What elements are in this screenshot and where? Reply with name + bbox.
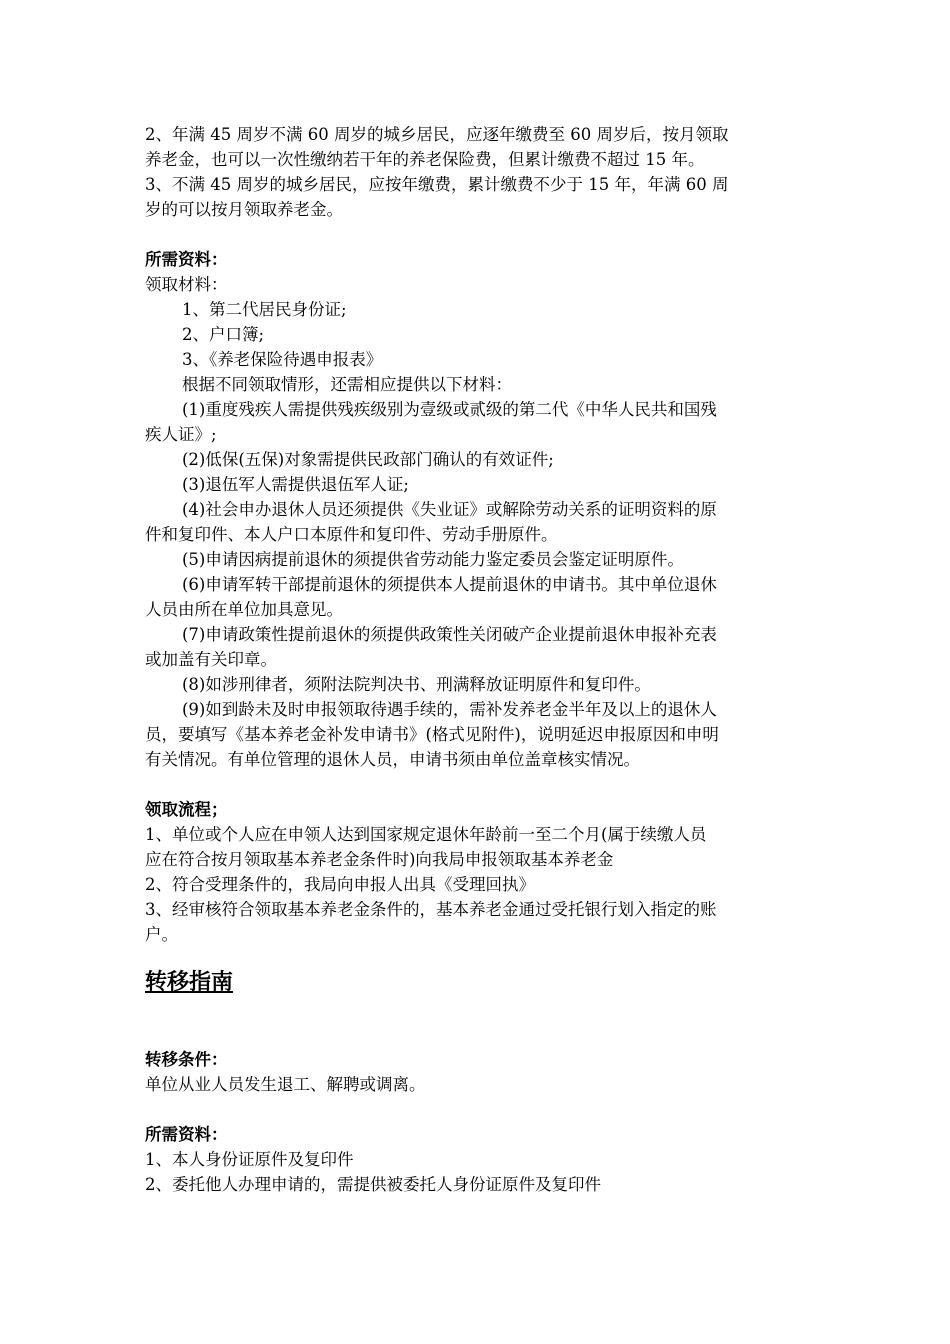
materials-section [145, 247, 810, 772]
process-step-3-line-2: 户。 [145, 925, 178, 944]
eligibility-item-3-line-2: 岁的可以按月领取养老金。 [145, 200, 343, 219]
eligibility-item-2-line-2: 养老金，也可以一次性缴纳若干年的养老保险费，但累计缴费不超过 15 年。 [145, 150, 705, 169]
materials-extra-intro: 根据不同领取情形，还需相应提供以下材料： [182, 375, 512, 394]
condition-8: (8)如涉刑律者，须附法院判决书、刑满释放证明原件和复印件。 [182, 675, 651, 694]
process-step-3-line-1: 3、经审核符合领取基本养老金条件的，基本养老金通过受托银行划入指定的账 [145, 900, 717, 919]
condition-7-line-2: 或加盖有关印章。 [145, 650, 277, 669]
condition-5: (5)申请因病提前退休的须提供省劳动能力鉴定委员会鉴定证明原件。 [182, 550, 684, 569]
condition-3: (3)退伍军人需提供退伍军人证; [182, 475, 409, 494]
eligibility-item-2-line-1: 2、年满 45 周岁不满 60 周岁的城乡居民，应逐年缴费至 60 周岁后，按月领取 [145, 125, 729, 144]
process-heading: 领取流程； [145, 800, 228, 819]
material-item-1: 1、第二代居民身份证; [182, 300, 347, 319]
transfer-material-1: 1、本人身份证原件及复印件 [145, 1150, 354, 1169]
document-page [145, 122, 810, 1197]
eligibility-section [145, 122, 810, 222]
condition-4-line-1: (4)社会申办退休人员还须提供《失业证》或解除劳动关系的证明资料的原 [182, 500, 717, 519]
process-step-1-line-2: 应在符合按月领取基本养老金条件时)向我局申报领取基本养老金 [145, 850, 614, 869]
materials-subheading: 领取材料： [145, 275, 228, 294]
condition-4-line-2: 件和复印件、本人户口本原件和复印件、劳动手册原件。 [145, 525, 558, 544]
eligibility-item-3-line-1: 3、不满 45 周岁的城乡居民，应按年缴费，累计缴费不少于 15 年，年满 60 周 [145, 175, 729, 194]
condition-9-line-2: 员，要填写《基本养老金补发申请书》(格式见附件)，说明延迟申报原因和申明 [145, 725, 719, 744]
process-section [145, 797, 810, 947]
condition-6-line-2: 人员由所在单位加具意见。 [145, 600, 343, 619]
material-item-3: 3、《养老保险待遇申报表》 [182, 350, 383, 369]
condition-9-line-3: 有关情况。有单位管理的退休人员，申请书须由单位盖章核实情况。 [145, 750, 640, 769]
condition-1-line-1: (1)重度残疾人需提供残疾级别为壹级或贰级的第二代《中华人民共和国残 [182, 400, 717, 419]
transfer-title: 转移指南 [145, 969, 234, 995]
transfer-materials-heading: 所需资料： [145, 1125, 228, 1144]
transfer-conditions-heading: 转移条件： [145, 1050, 228, 1069]
transfer-conditions-text: 单位从业人员发生退工、解聘或调离。 [145, 1075, 426, 1094]
condition-9-line-1: (9)如到龄未及时申报领取待遇手续的，需补发养老金半年及以上的退休人 [182, 700, 717, 719]
process-step-1-line-1: 1、单位或个人应在申领人达到国家规定退休年龄前一至二个月(属于续缴人员 [145, 825, 707, 844]
process-step-2: 2、符合受理条件的，我局向申报人出具《受理回执》 [145, 875, 535, 894]
material-item-2: 2、户口簿; [182, 325, 265, 344]
condition-7-line-1: (7)申请政策性提前退休的须提供政策性关闭破产企业提前退休申报补充表 [182, 625, 717, 644]
materials-heading: 所需资料： [145, 250, 228, 269]
transfer-section [145, 967, 810, 1197]
condition-1-line-2: 疾人证》; [145, 425, 217, 444]
condition-6-line-1: (6)申请军转干部提前退休的须提供本人提前退休的申请书。其中单位退休 [182, 575, 717, 594]
condition-2: (2)低保(五保)对象需提供民政部门确认的有效证件; [182, 450, 554, 469]
transfer-material-2: 2、委托他人办理申请的，需提供被委托人身份证原件及复印件 [145, 1175, 601, 1194]
